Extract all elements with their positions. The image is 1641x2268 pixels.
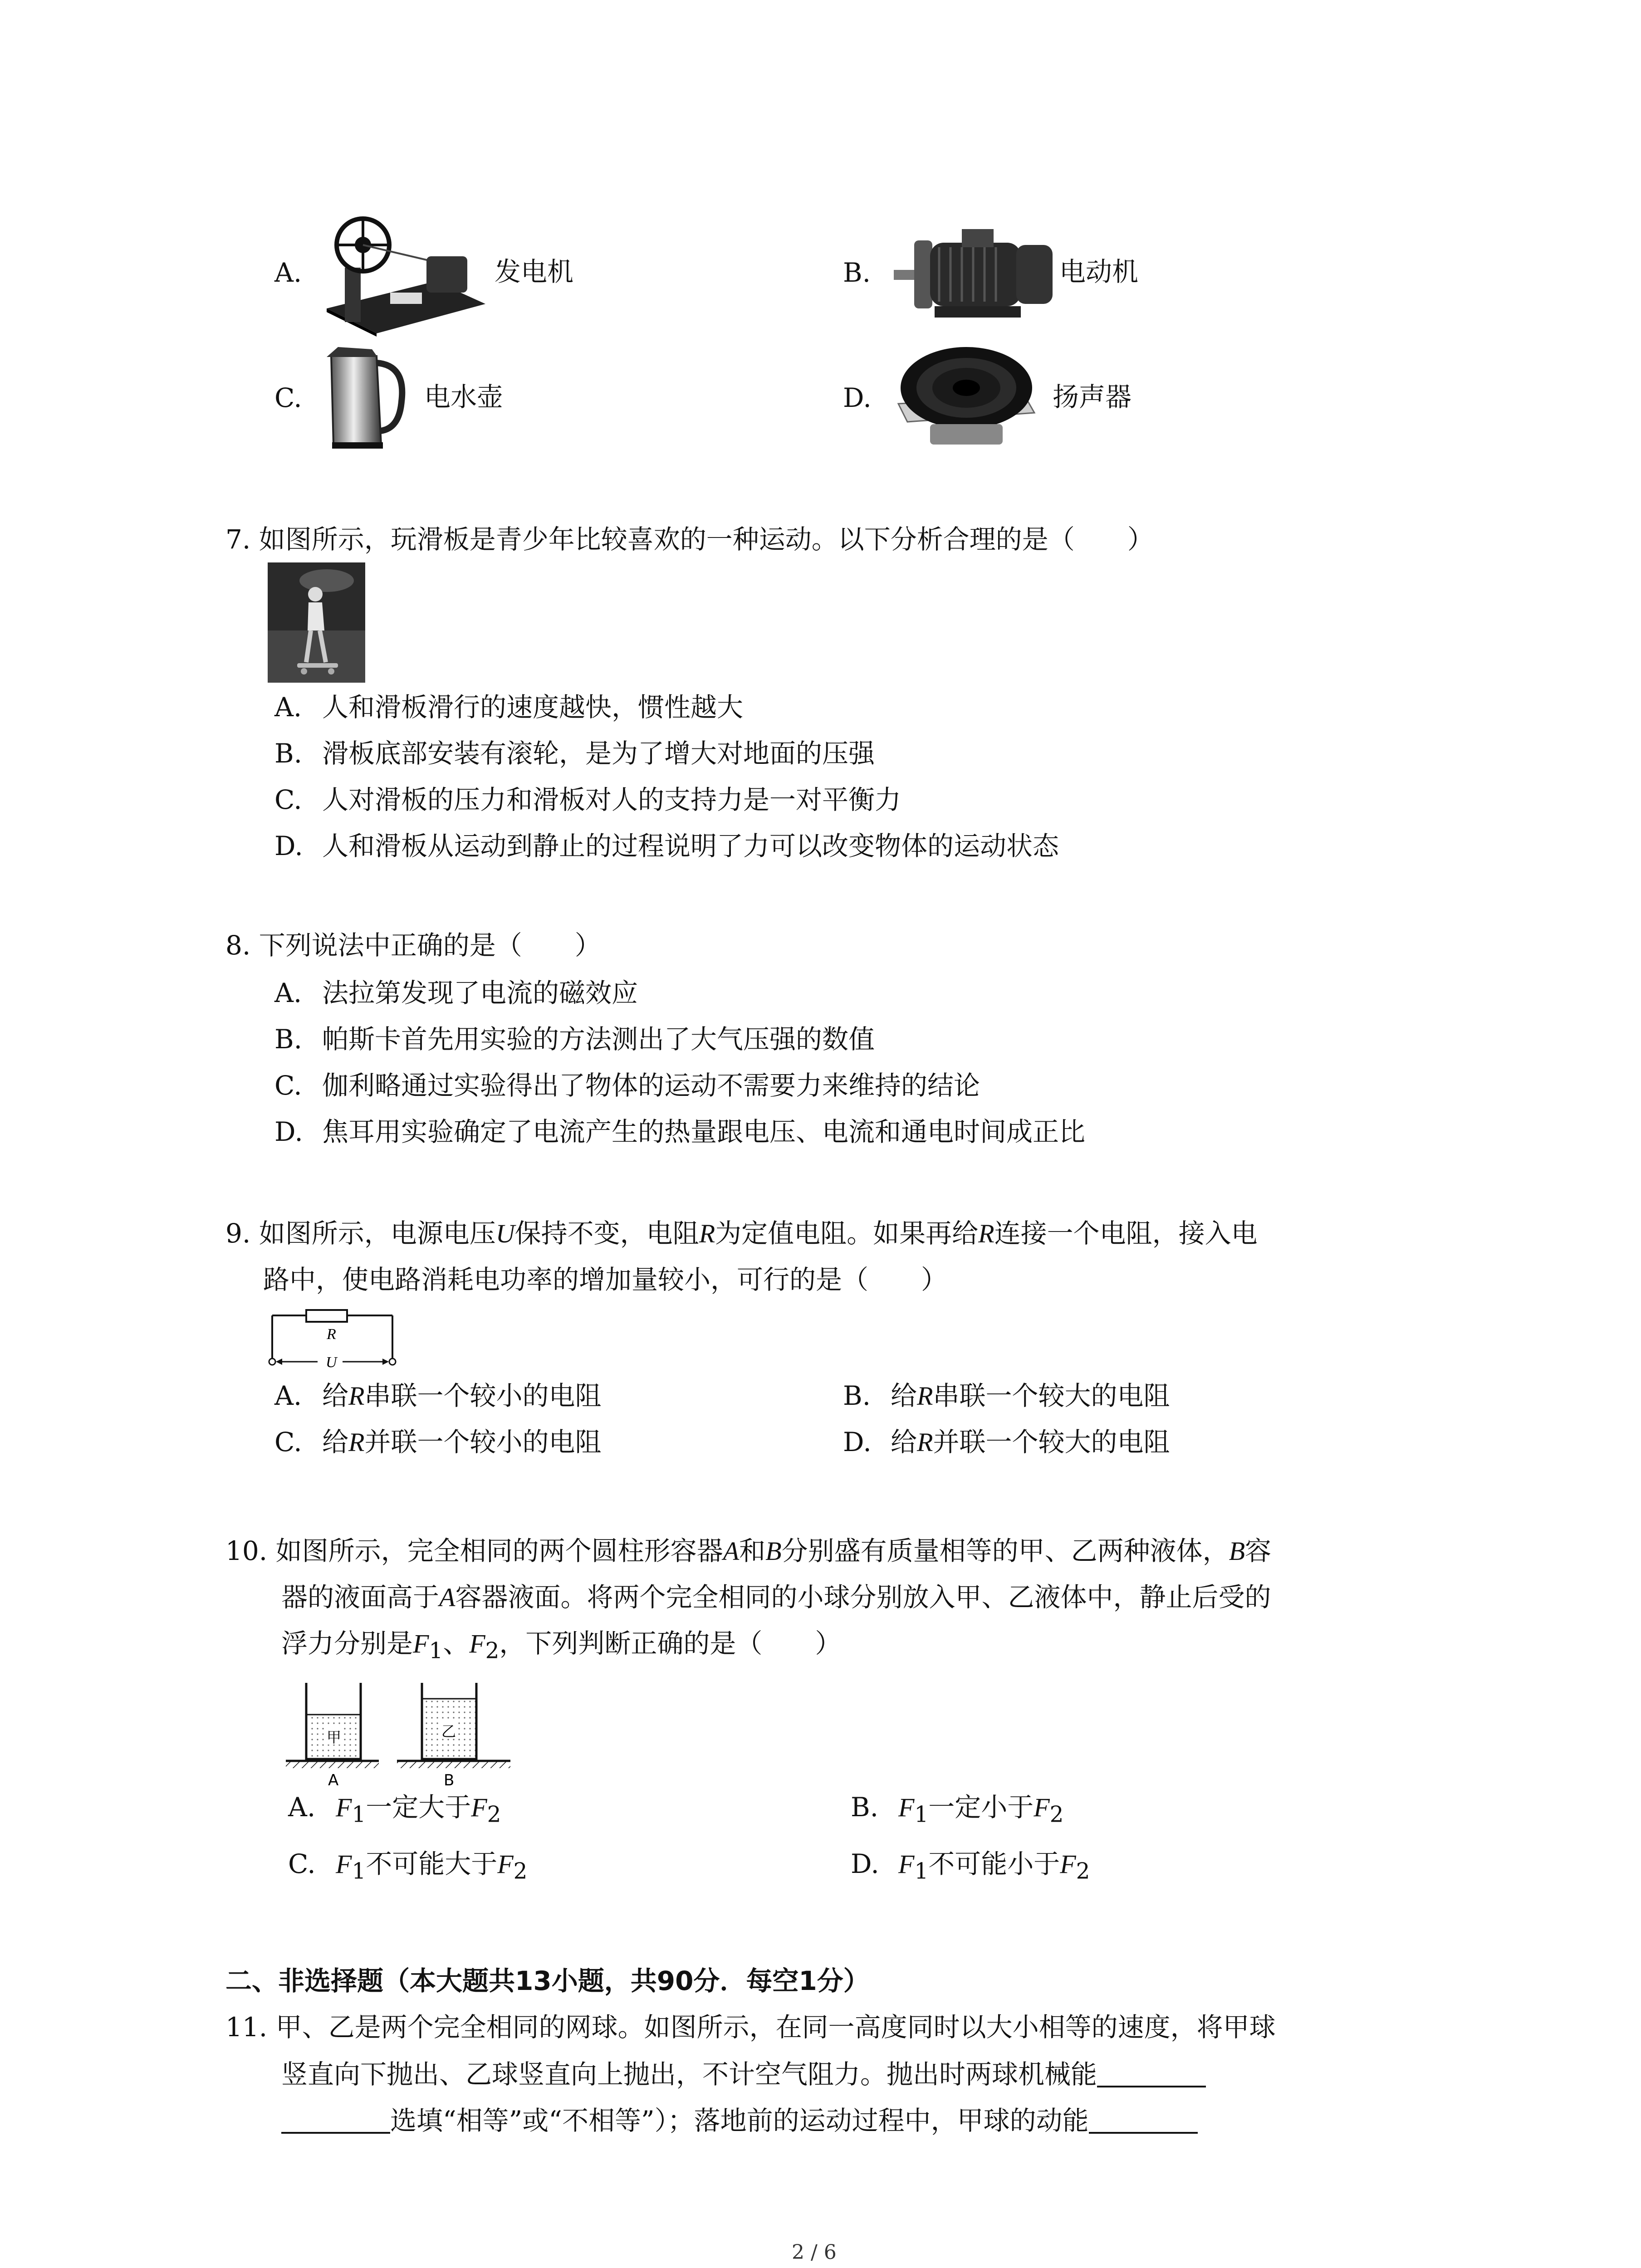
- q7-option-a: A. 人和滑板滑行的速度越快，惯性越大: [274, 692, 744, 723]
- q8-option-b: B. 帕斯卡首先用实验的方法测出了大气压强的数值: [274, 1024, 875, 1055]
- containers-diagram: [284, 1678, 519, 1787]
- page-number: 2 / 6: [792, 2241, 837, 2264]
- q9-stem-line2: 路中，使电路消耗电功率的增加量较小，可行的是（ ）: [263, 1264, 948, 1295]
- circuit-label-u: U: [326, 1354, 337, 1371]
- q7-option-b: B. 滑板底部安装有滚轮，是为了增大对地面的压强: [274, 738, 875, 769]
- q10-stem-line3: 浮力分别是$F_1$、$F_2$，下列判断正确的是（ ）: [281, 1628, 842, 1664]
- q10-stem-line1: 10. 如图所示，完全相同的两个圆柱形容器A和B分别盛有质量相等的甲、乙两种液体，B容: [225, 1535, 1272, 1566]
- q8-option-d: D. 焦耳用实验确定了电流产生的热量跟电压、电流和通电时间成正比: [274, 1116, 1086, 1147]
- q6-option-d-letter: D.: [843, 382, 872, 413]
- q7-stem: 7. 如图所示，玩滑板是青少年比较喜欢的一种运动。以下分析合理的是（ ）: [225, 524, 1154, 555]
- q10-option-d: D. $F_1$不可能小于$F_2$: [851, 1848, 1090, 1884]
- liquid-a-label: 甲: [327, 1729, 342, 1746]
- q10-option-b: B. $F_1$一定小于$F_2$: [851, 1792, 1064, 1828]
- q8-option-c: C. 伽利略通过实验得出了物体的运动不需要力来维持的结论: [274, 1070, 980, 1101]
- q9-option-d: D. 给R并联一个较大的电阻: [843, 1427, 1170, 1457]
- q11-blank-1[interactable]: [1097, 2060, 1206, 2087]
- q11-line3: 选填“相等”或“不相等”）；落地前的运动过程中，甲球的动能: [281, 2107, 1198, 2134]
- container-a-label: A: [328, 1771, 339, 1789]
- q7-option-c: C. 人对滑板的压力和滑板对人的支持力是一对平衡力: [274, 784, 901, 815]
- q6-option-a-label: 发电机: [495, 256, 574, 287]
- q9-stem-line1: 9. 如图所示，电源电压U保持不变，电阻R为定值电阻。如果再给R连接一个电阻，接入电: [225, 1218, 1258, 1249]
- generator-icon: [318, 218, 490, 336]
- q11-line1: 11. 甲、乙是两个完全相同的网球。如图所示，在同一高度同时以大小相等的速度，将甲球: [225, 2012, 1276, 2043]
- kettle-icon: [327, 347, 408, 451]
- q6-option-b-label: 电动机: [1059, 256, 1139, 287]
- q8-option-a: A. 法拉第发现了电流的磁效应: [274, 978, 638, 1008]
- q10-option-a: A. $F_1$一定大于$F_2$: [288, 1792, 501, 1828]
- circuit-diagram: [268, 1306, 399, 1370]
- liquid-b-label: 乙: [441, 1723, 456, 1740]
- q6-option-b-letter: B.: [843, 257, 871, 288]
- q11-blank-1-cont[interactable]: [281, 2107, 390, 2134]
- speaker-icon: [889, 345, 1039, 454]
- q6-option-a-letter: A.: [274, 257, 302, 288]
- q9-option-a: A. 给R串联一个较小的电阻: [274, 1380, 602, 1411]
- q10-option-c: C. $F_1$不可能大于$F_2$: [288, 1848, 528, 1884]
- q7-option-d: D. 人和滑板从运动到静止的过程说明了力可以改变物体的运动状态: [274, 831, 1059, 861]
- q6-option-d-label: 扬声器: [1053, 381, 1132, 412]
- q6-option-c-letter: C.: [274, 382, 302, 413]
- q11-blank-2[interactable]: [1089, 2107, 1198, 2134]
- q9-option-c: C. 给R并联一个较小的电阻: [274, 1427, 602, 1457]
- q11-line2: 竖直向下抛出、乙球竖直向上抛出，不计空气阻力。抛出时两球机械能: [281, 2060, 1206, 2087]
- container-b-label: B: [444, 1771, 455, 1789]
- circuit-label-r: R: [327, 1326, 336, 1343]
- q8-stem: 8. 下列说法中正确的是（ ）: [225, 930, 601, 961]
- skateboard-photo: [268, 562, 365, 683]
- q6-option-c-label: 电水壶: [424, 381, 504, 412]
- q10-stem-line2: 器的液面高于A容器液面。将两个完全相同的小球分别放入甲、乙液体中，静止后受的: [281, 1582, 1271, 1613]
- section-heading: 二、非选择题（本大题共13小题，共90分．每空1分）: [225, 1965, 870, 1996]
- motor-icon: [894, 222, 1057, 327]
- q9-option-b: B. 给R串联一个较大的电阻: [843, 1380, 1170, 1411]
